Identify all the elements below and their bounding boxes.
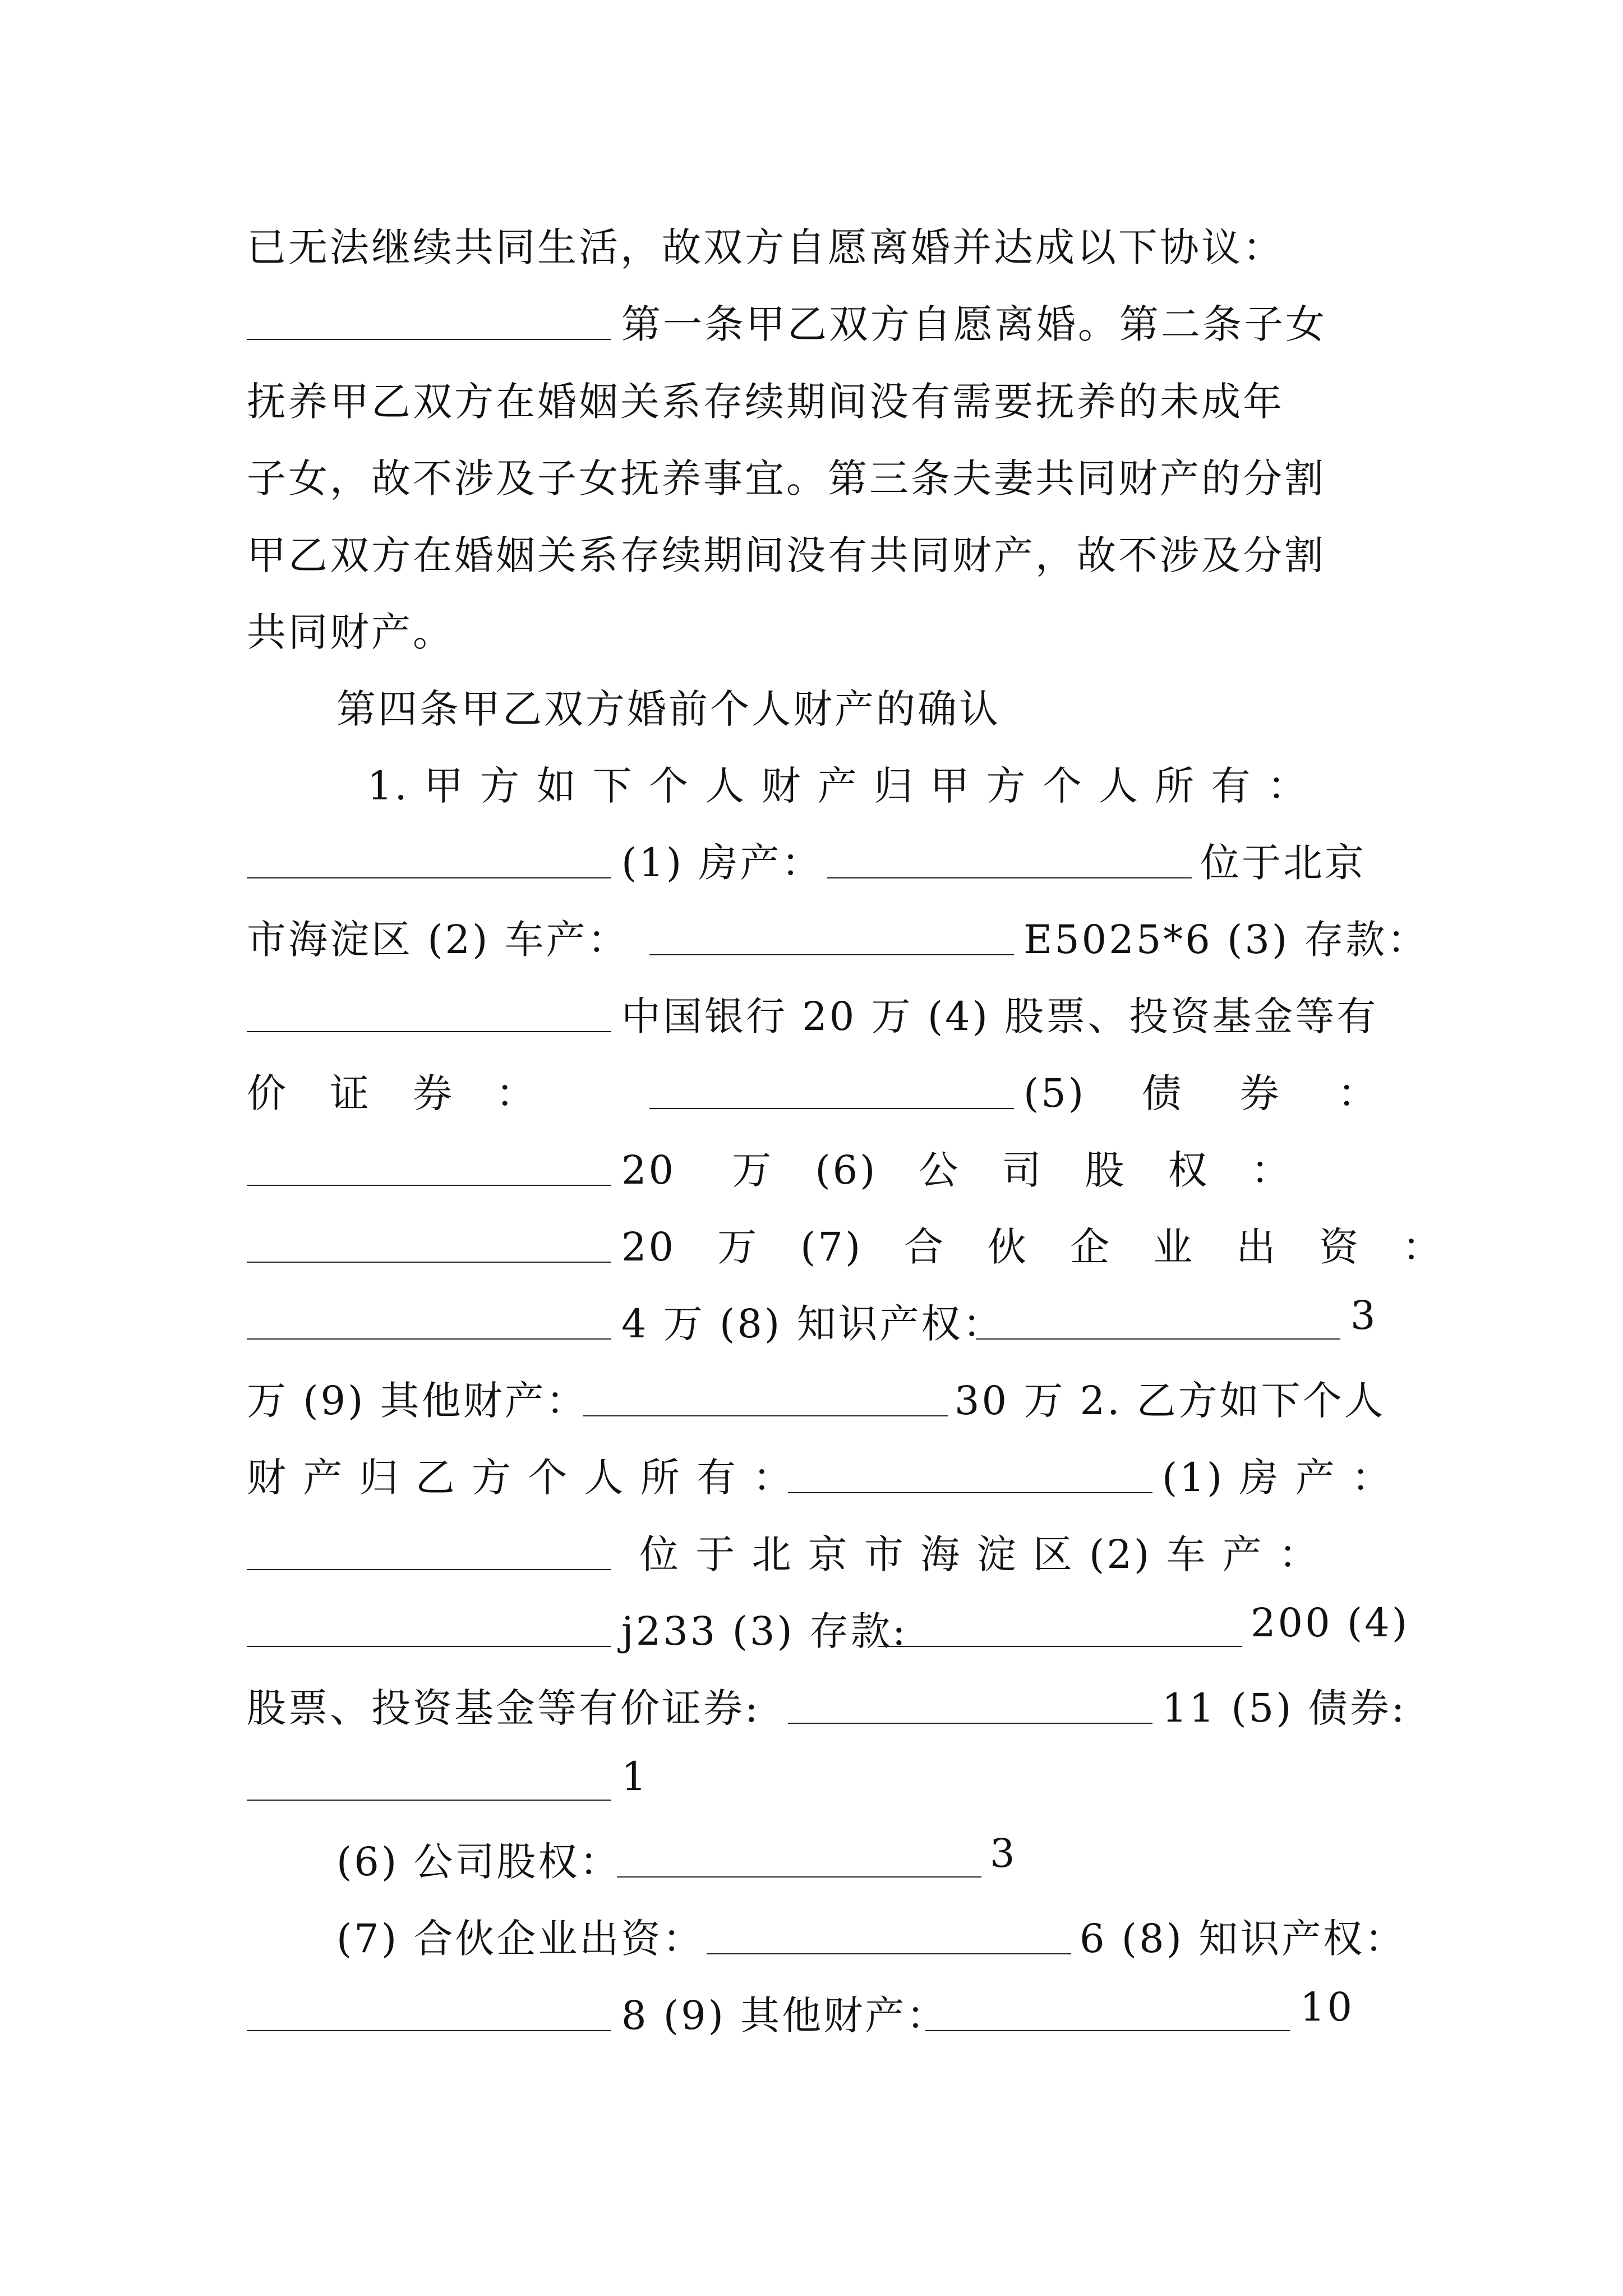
fill-blank (788, 1492, 1152, 1493)
line-20-text-b: 11 (5) 债券: (1162, 1685, 1407, 1731)
fill-blank (925, 2030, 1290, 2031)
text-line-4 (247, 447, 1385, 509)
fill-blank (247, 1800, 611, 1801)
line-4-text: 子女，故不涉及子女抚养事宜。第三条夫妻共同财产的分割 (247, 455, 1326, 501)
text-line-12 (247, 1062, 1385, 1124)
text-line-9 (247, 831, 1385, 893)
line-22-text-a: (6) 公司股权： (336, 1839, 621, 1885)
fill-blank (247, 2030, 611, 2031)
text-line-21 (247, 1754, 1385, 1815)
section-heading: 第四条甲乙双方婚前个人财产的确认 (336, 686, 1000, 732)
fill-blank (247, 1569, 611, 1570)
text-line-22 (247, 1830, 1385, 1892)
fill-blank (649, 954, 1014, 955)
fill-blank (247, 1185, 611, 1186)
text-line-6 (247, 601, 1385, 662)
text-line-2 (247, 293, 1385, 355)
line-3-text: 抚养甲乙双方在婚姻关系存续期间没有需要抚养的未成年 (247, 379, 1284, 425)
fill-blank (247, 339, 611, 340)
line-16-text-b: 30 万 2. 乙方如下个人 (955, 1378, 1386, 1424)
line-21-text: 1 (621, 1754, 649, 1800)
text-line-16 (247, 1369, 1385, 1431)
line-24-text-b: 10 (1300, 1984, 1355, 2030)
line-12-text-b: (5) 债 券 ： (1023, 1070, 1379, 1116)
fill-blank (247, 1031, 611, 1032)
fill-blank (617, 1876, 981, 1878)
text-line-1 (247, 216, 1385, 278)
line-1-text: 已无法继续共同生活，故双方自愿离婚并达成以下协议： (247, 224, 1284, 270)
text-line-7 (247, 678, 1385, 739)
line-10-text-b: E5025*6 (3) 存款： (1023, 917, 1429, 963)
line-22-text-b: 3 (990, 1830, 1017, 1876)
line-15-text-a: 4 万 (8) 知识产权： (621, 1301, 1004, 1347)
line-23-text-b: 6 (8) 知识产权： (1080, 1916, 1407, 1962)
line-24-text-a: 8 (9) 其他财产： (621, 1993, 948, 2039)
line-12-text-a: 价 证 券 ： (247, 1070, 537, 1116)
fill-blank (583, 1415, 948, 1416)
text-line-5 (247, 524, 1385, 586)
fill-blank (878, 1646, 1242, 1647)
line-15-text-b: 3 (1350, 1292, 1378, 1338)
line-5-text: 甲乙双方在婚姻关系存续期间没有共同财产，故不涉及分割 (247, 532, 1326, 578)
fill-blank (788, 1723, 1152, 1724)
line-11-text: 中国银行 20 万 (4) 股票、投资基金等有 (621, 993, 1378, 1039)
fill-blank (247, 1338, 611, 1340)
text-line-18 (247, 1523, 1385, 1585)
line-19-text-a: j233 (3) 存款: (621, 1608, 908, 1654)
text-line-17 (247, 1446, 1393, 1508)
line-23-text-a: (7) 合伙企业出资： (336, 1916, 704, 1962)
line-17-text-b: (1) 房 产 ： (1162, 1455, 1393, 1501)
fill-blank (247, 877, 611, 878)
text-line-13 (247, 1139, 1385, 1200)
line-16-text-a: 万 (9) 其他财产： (247, 1378, 588, 1424)
text-line-19 (247, 1600, 1410, 1662)
line-10-text-a: 市海淀区 (2) 车产： (247, 917, 629, 963)
text-line-8 (247, 754, 1385, 816)
text-line-23 (247, 1907, 1407, 1969)
line-20-text-a: 股票、投资基金等有价证券: (247, 1685, 760, 1731)
fill-blank (247, 1262, 611, 1263)
line-13-text: 20 万 (6) 公 司 股 权 ： (621, 1147, 1293, 1193)
line-9-text-b: 位于北京 (1200, 840, 1366, 886)
line-17-text-a: 财 产 归 乙 方 个 人 所 有 ： (247, 1455, 795, 1501)
fill-blank (247, 1646, 611, 1647)
text-line-11 (247, 985, 1385, 1047)
line-8-text: 1. 甲 方 如 下 个 人 财 产 归 甲 方 个 人 所 有 ： (367, 763, 1309, 809)
line-9-text-a: (1) 房产： (621, 840, 823, 886)
fill-blank (707, 1953, 1071, 1954)
fill-blank (827, 877, 1192, 878)
line-14-text: 20 万 (7) 合 伙 企 业 出 资 ： (621, 1224, 1444, 1270)
line-6-text: 共同财产。 (247, 609, 454, 655)
line-2-text: 第一条甲乙双方自愿离婚。第二条子女 (621, 301, 1327, 347)
fill-blank (976, 1338, 1340, 1340)
fill-blank (649, 1108, 1014, 1109)
text-line-15 (247, 1292, 1385, 1354)
text-line-3 (247, 370, 1385, 432)
text-line-24 (247, 1984, 1385, 2046)
line-18-text: 位 于 北 京 市 海 淀 区 (2) 车 产 ： (639, 1531, 1320, 1577)
text-line-14 (247, 1216, 1444, 1277)
text-line-10 (247, 908, 1429, 970)
line-19-text-b: 200 (4) (1251, 1600, 1410, 1646)
text-line-20 (247, 1677, 1407, 1738)
